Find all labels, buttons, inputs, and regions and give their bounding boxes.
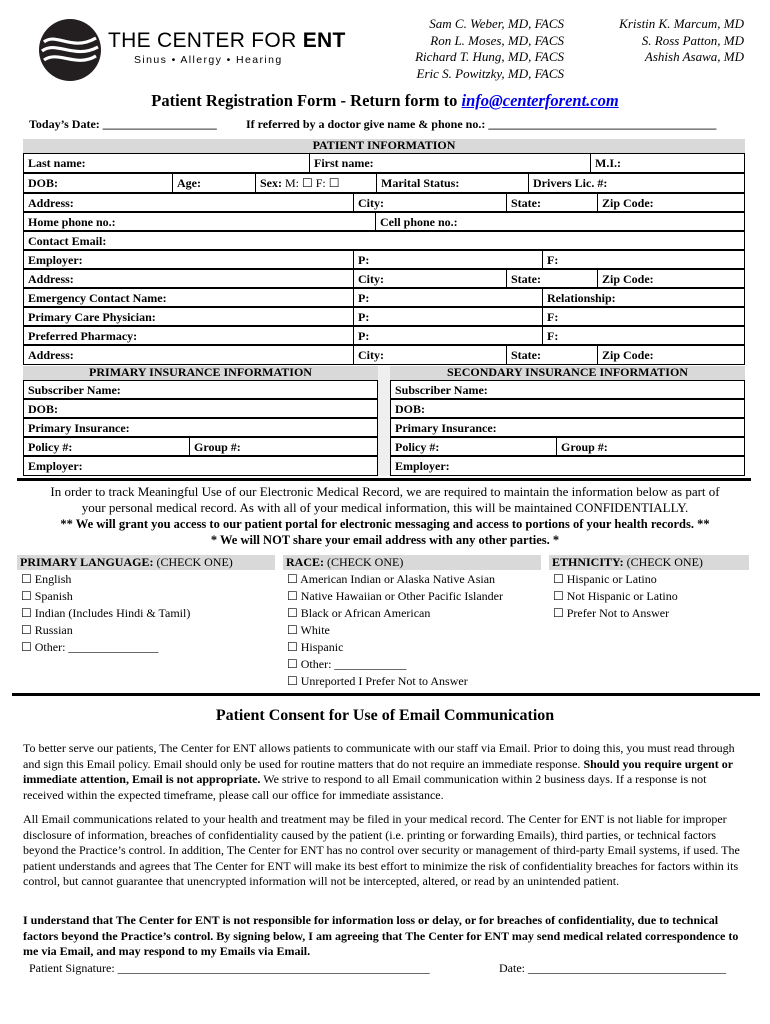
row-pcp [23,307,745,326]
race-option[interactable]: ☐ Other: ____________ [287,657,407,671]
race-option[interactable]: ☐ American Indian or Alaska Native Asian [287,572,496,586]
signature-label: Patient Signature: [29,961,115,975]
section-divider [17,478,751,481]
age-field[interactable]: Age: [177,176,201,190]
row-name [23,153,745,173]
secondary-insurance-field[interactable]: Primary Insurance: [395,421,497,435]
ethnicity-header [549,555,749,570]
doctor-name: Ron L. Moses, MD, FACS [430,32,564,48]
mi-field[interactable]: M.I.: [595,156,621,170]
last-name-field[interactable]: Last name: [28,156,86,170]
patient-info-header: PATIENT INFORMATION [23,139,745,153]
row-email [23,231,745,250]
employer-field[interactable]: Employer: [28,253,83,267]
ethnicity-option[interactable]: ☐ Hispanic or Latino [553,572,657,586]
language-header [17,555,275,570]
signature-date-line [499,961,726,976]
primary-employer-row [23,456,378,476]
signature-field[interactable]: ____________________________________________________ [117,961,430,975]
consent-paragraph-3: I understand that The Center for ENT is not responsible for information loss or delay, or for breaches of confidentiality, due to technical factors beyond the Practice’s control. By signing below, I am agreeing that The Center for ENT may send medical related correspondence to me via Email, and may respond to my Emails via Email. [23,913,739,958]
secondary-employer-field[interactable]: Employer: [395,459,450,473]
referral-field[interactable]: ______________________________________ [488,117,717,131]
employer-fax-field[interactable]: F: [547,253,559,267]
signature-date-label: Date: [499,961,525,975]
row-pharmacy-address [23,345,745,365]
language-options [21,571,190,656]
race-header [283,555,541,570]
employer-zip-field[interactable]: Zip Code: [602,272,654,286]
pharmacy-phone-field[interactable]: P: [358,329,370,343]
race-title: RACE: [286,555,324,569]
pharmacy-zip-field[interactable]: Zip Code: [602,348,654,362]
city-field[interactable]: City: [358,196,384,210]
sex-checkboxes[interactable]: M: ☐ F: ☐ [285,176,340,190]
sex-label: Sex: [260,176,282,190]
primary-dob-row [23,399,378,418]
secondary-employer-row [390,456,745,476]
language-title: PRIMARY LANGUAGE: [20,555,154,569]
doctor-name: Eric S. Powitzky, MD, FACS [416,65,564,81]
zip-field[interactable]: Zip Code: [602,196,654,210]
primary-subscriber-field[interactable]: Subscriber Name: [28,383,121,397]
logo-name-bold: ENT [302,29,346,52]
race-option[interactable]: ☐ Unreported I Prefer Not to Answer [287,674,468,688]
secondary-policy-field[interactable]: Policy #: [395,440,440,454]
doctor-name: S. Ross Patton, MD [641,32,744,48]
title-text: Patient Registration Form - Return form to [151,91,462,110]
return-email-link[interactable]: info@centerforent.com [461,91,619,110]
signature-line [29,961,430,976]
todays-date-line [29,117,217,132]
language-option[interactable]: ☐ Spanish [21,589,73,603]
contact-email-field[interactable]: Contact Email: [28,234,107,248]
employer-city-field[interactable]: City: [358,272,384,286]
language-option[interactable]: ☐ English [21,572,72,586]
secondary-subscriber-field[interactable]: Subscriber Name: [395,383,488,397]
todays-date-label: Today’s Date: [29,117,100,131]
doctor-name: Richard T. Hung, MD, FACS [415,49,564,64]
insurance-gap [378,366,390,476]
ethnicity-option[interactable]: ☐ Prefer Not to Answer [553,606,670,620]
consent-title: Patient Consent for Use of Email Communication [215,707,555,724]
language-option[interactable]: ☐ Russian [21,623,73,637]
pcp-field[interactable]: Primary Care Physician: [28,310,156,324]
race-option[interactable]: ☐ Hispanic [287,640,344,654]
pharmacy-field[interactable]: Preferred Pharmacy: [28,329,138,343]
pharmacy-address-field[interactable]: Address: [28,348,74,362]
ent-logo-icon [38,18,102,82]
row-phones [23,212,745,231]
logo [38,18,346,82]
row-address [23,193,745,212]
row-employer-address [23,269,745,288]
consent-p1-text: To better serve our patients, The Center for ENT allows patients to communicate with our staff via Email. Prior to doing this, you must read through and sign this Email policy. Email should only be used for routine matters that do not require an immediate response. [23,741,735,771]
notice-line-3: ** We will grant you access to our patient portal for electronic messaging and access to portions of your health records. ** [60,517,710,531]
ethnicity-title: ETHNICITY: [552,555,624,569]
ethnicity-option[interactable]: ☐ Not Hispanic or Latino [553,589,678,603]
doctors-list-left [380,16,564,82]
race-sub: (CHECK ONE) [327,555,404,569]
notice-line-1: In order to track Meaningful Use of our Electronic Medical Record, we are required to maintain the information below as part of [50,484,720,499]
emergency-contact-field[interactable]: Emergency Contact Name: [28,291,167,305]
secondary-policy-row [390,437,745,456]
secondary-group-field[interactable]: Group #: [561,440,608,454]
relationship-field[interactable]: Relationship: [547,291,616,305]
cell-phone-field[interactable]: Cell phone no.: [380,215,458,229]
secondary-subscriber-row [390,380,745,399]
language-option[interactable]: ☐ Indian (Includes Hindi & Tamil) [21,606,191,620]
language-option[interactable]: ☐ Other: _______________ [21,640,159,654]
row-employer [23,250,745,269]
notice-line-2: your personal medical record. As with all of your medical information, this will be maintained CONFIDENTIALLY. [81,500,689,515]
ethnicity-options [553,571,678,622]
marital-status-field[interactable]: Marital Status: [381,176,460,190]
ethnicity-sub: (CHECK ONE) [626,555,703,569]
primary-policy-row [23,437,378,456]
dob-field[interactable]: DOB: [28,176,58,190]
consent-paragraph-2: All Email communications related to your health and treatment may be filed in your medical record. The Center for ENT is not liable for improper disclosure of information, breaches of confidentiality caused by the patient (i.e. printing or forwarding Emails), third parties, or technical factors beyond the Practice’s control. In addition, The Center for ENT has no control over security or management of third-party Email systems, if used. The patient understands and agrees that The Center for ENT will make its best effort to minimize the risk of confidentiality breaches for factors within its control, but cannot guarantee that unencrypted information will not be intercepted, altered, or read by an unintended patient. [23,812,740,888]
doctor-name: Ashish Asawa, MD [644,49,744,64]
state-field[interactable]: State: [511,196,541,210]
primary-group-field[interactable]: Group #: [194,440,241,454]
primary-insurance-header: PRIMARY INSURANCE INFORMATION [23,366,378,380]
language-sub: (CHECK ONE) [156,555,233,569]
pharmacy-fax-field[interactable]: F: [547,329,559,343]
logo-name: THE CENTER FOR [108,29,297,52]
primary-policy-field[interactable]: Policy #: [28,440,73,454]
address-field[interactable]: Address: [28,196,74,210]
doctor-name: Kristin K. Marcum, MD [619,16,744,31]
secondary-insurance-header: SECONDARY INSURANCE INFORMATION [390,366,745,380]
race-option[interactable]: ☐ White [287,623,330,637]
consent-paragraph-1 [23,741,749,803]
signature-date-field[interactable]: _________________________________ [528,961,726,975]
sex-field[interactable] [256,174,376,192]
employer-phone-field[interactable]: P: [358,253,370,267]
secondary-dob-row [390,399,745,418]
primary-subscriber-row [23,380,378,399]
drivers-license-field[interactable]: Drivers Lic. #: [533,176,608,190]
row-dob [23,173,745,193]
notice-line-4: * We will NOT share your email address with any other parties. * [210,533,560,547]
pcp-fax-field[interactable]: F: [547,310,559,324]
employer-address-field[interactable]: Address: [28,272,74,286]
row-pharmacy [23,326,745,345]
doctor-name: Sam C. Weber, MD, FACS [429,16,564,31]
page-title [0,91,770,111]
secondary-dob-field[interactable]: DOB: [395,402,425,416]
pcp-phone-field[interactable]: P: [358,310,370,324]
doctors-list-right [590,16,744,66]
home-phone-field[interactable]: Home phone no.: [28,215,116,229]
first-name-field[interactable]: First name: [314,156,374,170]
emergency-phone-field[interactable]: P: [358,291,370,305]
primary-insurance-field[interactable]: Primary Insurance: [28,421,130,435]
pharmacy-city-field[interactable]: City: [358,348,384,362]
race-option[interactable]: ☐ Black or African American [287,606,431,620]
pharmacy-state-field[interactable]: State: [511,348,541,362]
race-options [287,571,503,690]
secondary-insurance-row [390,418,745,437]
primary-insurance-row [23,418,378,437]
referral-label: If referred by a doctor give name & phone no.: [246,117,486,131]
primary-employer-field[interactable]: Employer: [28,459,83,473]
row-emergency [23,288,745,307]
employer-state-field[interactable]: State: [511,272,541,286]
referral-line [246,117,716,132]
logo-tagline: Sinus • Allergy • Hearing [134,54,283,66]
primary-dob-field[interactable]: DOB: [28,402,58,416]
todays-date-field[interactable]: ___________________ [102,117,217,131]
section-divider [12,693,760,696]
consent-p1-bold: Should you require urgent or immediate attention, Email is not appropriate. [23,756,733,786]
race-option[interactable]: ☐ Native Hawaiian or Other Pacific Islander [287,589,504,603]
consent-p1-text-end: We strive to respond to all Email communication within 2 business days. If a response is not received within the expected timeframe, please call our office for immediate assistance. [23,772,707,802]
